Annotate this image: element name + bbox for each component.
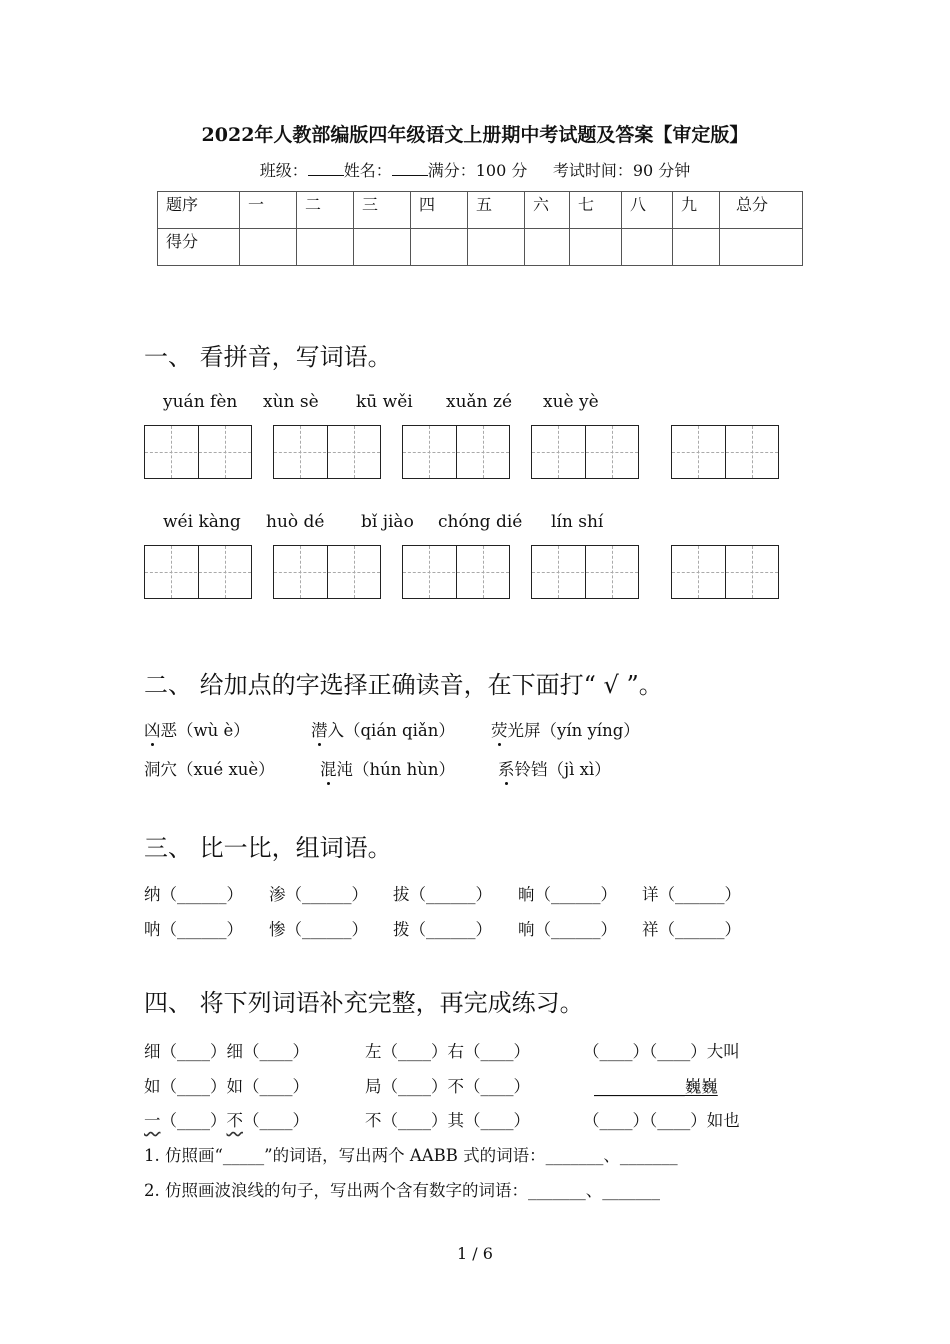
score-header-cell: 总分 <box>720 192 803 229</box>
idiom-item: 局（____）不（____） <box>365 1077 530 1096</box>
class-blank <box>308 161 344 176</box>
score-header-cell: 九 <box>673 192 720 229</box>
idiom-blank: （____） <box>160 1111 227 1130</box>
reading-item <box>491 717 640 741</box>
reading-item <box>320 756 455 780</box>
pinyin-label: chóng dié <box>438 512 523 532</box>
question-2: 2. 仿照画波浪线的句子，写出两个含有数字的词语：_______、_______ <box>144 1181 660 1200</box>
pinyin-label: huò dé <box>266 512 325 532</box>
score-header-cell: 二 <box>297 192 354 229</box>
name-blank <box>392 161 428 176</box>
compare-item: 渗（______） <box>269 885 368 904</box>
idiom-item: 如（____）如（____） <box>144 1077 309 1096</box>
compare-item: 祥（______） <box>642 920 741 939</box>
section4-heading: 四、 将下列词语补充完整，再完成练习。 <box>144 989 584 1017</box>
reading-options: 穴（xué xuè） <box>160 760 275 779</box>
idiom-item-wavy <box>144 1107 309 1131</box>
score-table <box>157 191 803 266</box>
wavy-char: 一 <box>144 1111 161 1130</box>
reading-item <box>498 756 611 780</box>
writing-grid[interactable] <box>144 425 252 479</box>
compare-item: 拨（______） <box>393 920 492 939</box>
score-header-cell: 八 <box>622 192 673 229</box>
writing-grid[interactable] <box>144 545 252 599</box>
compare-item: 惨（______） <box>269 920 368 939</box>
score-cell[interactable] <box>673 229 720 266</box>
name-label: 姓名： <box>343 161 392 180</box>
reading-options: 沌（hún hùn） <box>336 760 456 779</box>
writing-grid[interactable] <box>402 545 510 599</box>
pinyin-label: wéi kàng <box>163 512 241 532</box>
reading-options: 光屏（yín yíng） <box>507 721 640 740</box>
page-number: 1 / 6 <box>457 1244 493 1263</box>
full-score: 满分：100 分 <box>427 161 528 180</box>
score-cell[interactable] <box>622 229 673 266</box>
reading-item <box>144 756 275 780</box>
reading-options: 入（qián qiǎn） <box>327 721 455 740</box>
idiom-item-underlined: ___________巍巍 <box>594 1077 718 1096</box>
writing-grid[interactable] <box>671 545 779 599</box>
class-label: 班级： <box>259 161 308 180</box>
pinyin-label: xùn sè <box>263 392 319 412</box>
wavy-char: 不 <box>226 1111 243 1130</box>
idiom-item: 不（____）其（____） <box>365 1111 530 1130</box>
score-cell[interactable] <box>411 229 468 266</box>
score-cell[interactable] <box>720 229 803 266</box>
score-cell[interactable] <box>468 229 525 266</box>
pinyin-label: kū wěi <box>356 392 413 412</box>
dotted-char: 混 <box>320 756 337 780</box>
score-header-cell: 五 <box>468 192 525 229</box>
writing-grid[interactable] <box>531 425 639 479</box>
idiom-item: 细（____）细（____） <box>144 1042 309 1061</box>
compare-item: 详（______） <box>642 885 741 904</box>
compare-item: 响（______） <box>518 920 617 939</box>
score-header-cell: 七 <box>570 192 622 229</box>
compare-item: 呐（______） <box>144 920 243 939</box>
pinyin-label: xuè yè <box>543 392 599 412</box>
score-header-cell: 三 <box>354 192 411 229</box>
dotted-char: 系 <box>498 756 515 780</box>
idiom-item: 左（____）右（____） <box>365 1042 530 1061</box>
page-title: 2022年人教部编版四年级语文上册期中考试题及答案【审定版】 <box>201 124 749 146</box>
writing-grid[interactable] <box>273 545 381 599</box>
reading-options: 铃铛（jì xì） <box>514 760 611 779</box>
score-cell[interactable] <box>525 229 570 266</box>
score-table-score-row <box>158 229 803 266</box>
score-header-cell: 四 <box>411 192 468 229</box>
pinyin-label: xuǎn zé <box>446 392 513 412</box>
exam-time: 考试时间：90 分钟 <box>552 161 691 180</box>
score-row-label: 得分 <box>158 229 240 266</box>
writing-grid[interactable] <box>531 545 639 599</box>
score-cell[interactable] <box>354 229 411 266</box>
score-header-cell: 六 <box>525 192 570 229</box>
question-1: 1. 仿照画“_____”的词语，写出两个 AABB 式的词语：_______、_______ <box>144 1146 678 1165</box>
score-header-cell: 题序 <box>158 192 240 229</box>
writing-grid[interactable] <box>671 425 779 479</box>
idiom-item: （____）（____）如也 <box>583 1111 740 1130</box>
score-header-cell: 一 <box>240 192 297 229</box>
pinyin-label: yuán fèn <box>163 392 238 412</box>
pinyin-label: bǐ jiào <box>361 512 414 532</box>
exam-info <box>0 158 950 181</box>
section3-heading: 三、 比一比，组词语。 <box>144 834 392 862</box>
compare-item: 晌（______） <box>518 885 617 904</box>
score-cell[interactable] <box>570 229 622 266</box>
section2-heading: 二、 给加点的字选择正确读音，在下面打“ √ ”。 <box>144 671 663 699</box>
compare-item: 拔（______） <box>393 885 492 904</box>
reading-item <box>311 717 455 741</box>
dotted-char: 潜 <box>311 717 328 741</box>
plain-char: 洞 <box>144 760 161 779</box>
pinyin-label: lín shí <box>551 512 604 532</box>
section1-heading: 一、 看拼音，写词语。 <box>144 343 392 371</box>
dotted-char: 荧 <box>491 717 508 741</box>
writing-grid[interactable] <box>402 425 510 479</box>
reading-options: 恶（wù è） <box>160 721 250 740</box>
score-cell[interactable] <box>297 229 354 266</box>
idiom-item: （____）（____）大叫 <box>583 1042 740 1061</box>
dotted-char: 凶 <box>144 717 161 741</box>
score-table-header-row <box>158 192 803 229</box>
compare-item: 纳（______） <box>144 885 243 904</box>
idiom-blank: （____） <box>243 1111 309 1130</box>
score-cell[interactable] <box>240 229 297 266</box>
reading-item <box>144 717 250 741</box>
writing-grid[interactable] <box>273 425 381 479</box>
